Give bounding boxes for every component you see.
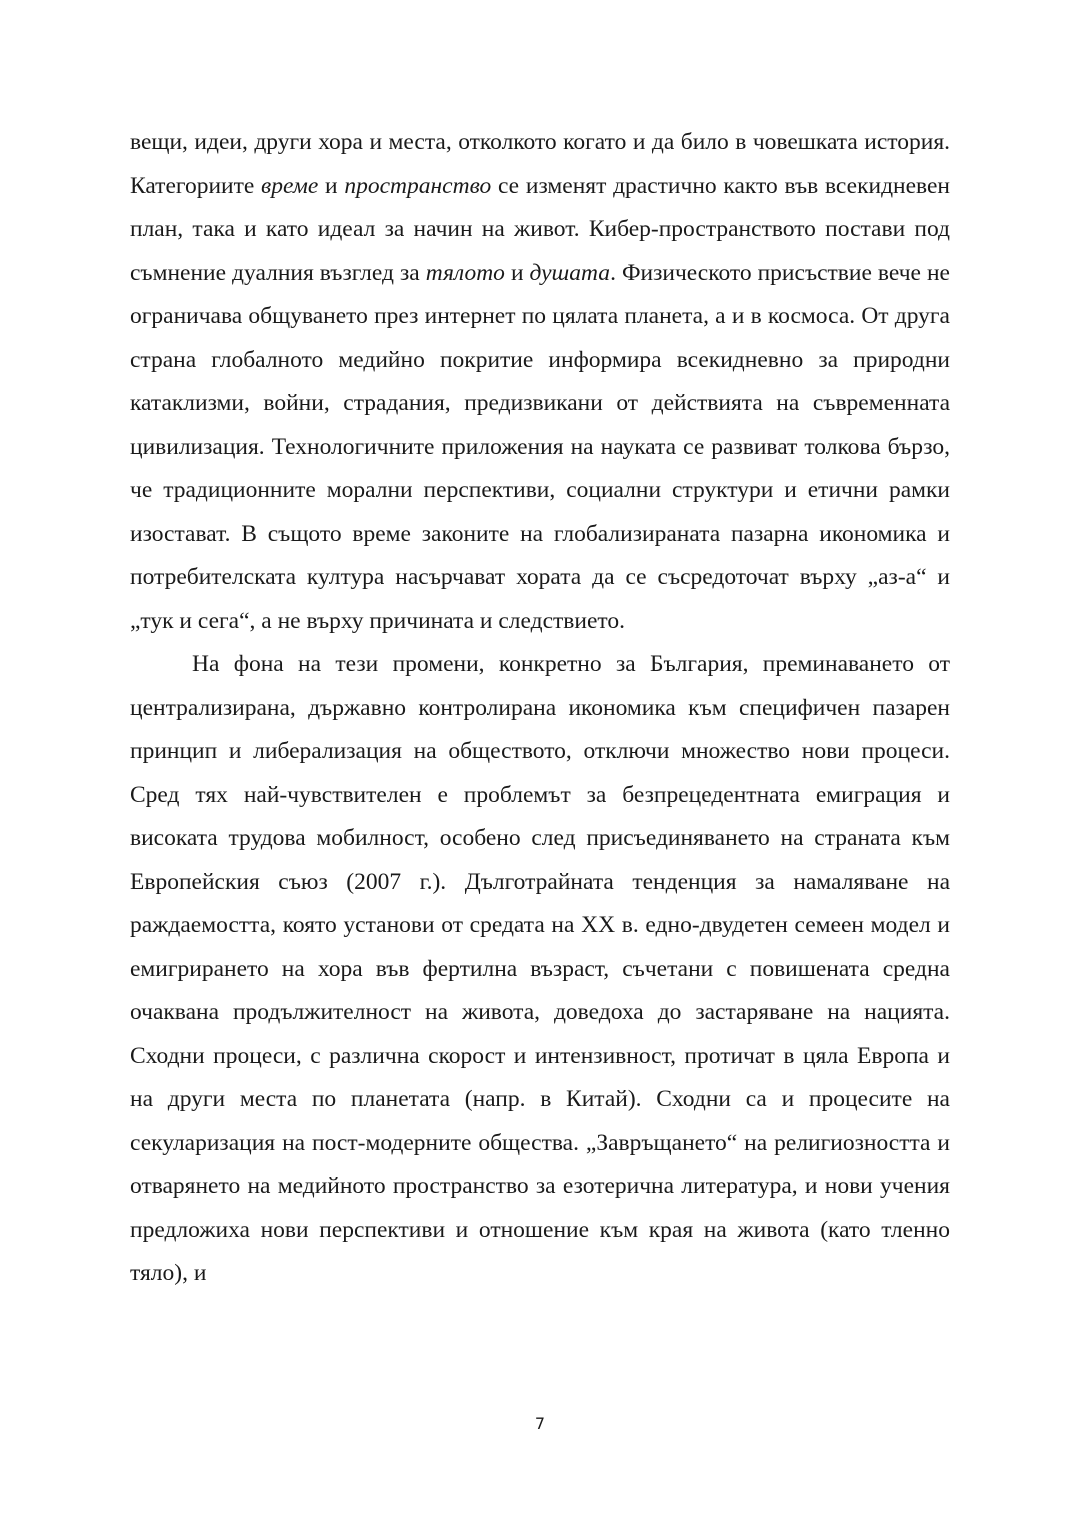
italic-term-body: тялото bbox=[425, 259, 505, 286]
text-run: вещи, идеи, други хора и места, отколкото когато и да било в човешката история. Категориите bbox=[130, 129, 950, 199]
text-run: . Физическото присъствие вече не ограничава общуването през интернет по цялата планета, а и в космоса. От друга страна глобалното медийно покритие информира всекидневно за природни катаклизми, войни, страдания, предизвикани от действията на съвременната цивилизация. Технологичните приложения на науката се развиват толкова бързо, че традиционните морални перспективи, социални структури и етични рамки изостават. В същото време законите на глобализираната пазарна икономика и потребителската култура насърчават хората да се съсредоточат върху „аз-а“ и „тук и сега“, а не върху причината и следствието. bbox=[130, 259, 950, 634]
italic-term-space: пространство bbox=[344, 172, 492, 199]
text-run: и bbox=[504, 259, 530, 286]
text-run: и bbox=[318, 172, 345, 199]
italic-term-time: време bbox=[261, 172, 319, 199]
paragraph-2: На фона на тези промени, конкретно за България, преминаването от централизирана, държавно контролирана икономика към специфичен пазарен принцип и либерализация на обществото, отключи множество нови процеси. Сред тях най-чувствителен е проблемът за безпрецедентната емиграция и високата трудова мобилност, особено след присъединяването на страната към Европейския съюз (2007 г.). Дълготрайната тенденция за намаляване на раждаемостта, която установи от средата на XX в. едно-двудетен семеен модел и емигрирането на хора във фертилна възраст, съчетани с повишената средна очаквана продължителност на живота, доведоха до застаряване на нацията. Сходни процеси, с различна скорост и интензивност, протичат в цяла Европа и на други места по планетата (напр. в Китай). Сходни са и процесите на секуларизация на пост-модерните общества. „Завръщането“ на религиозността и отварянето на медийното пространство за езотерична литература, и нови учения предложиха нови перспективи и отношение към края на живота (като тленно тяло), и bbox=[130, 651, 950, 1286]
paragraph-1 bbox=[130, 121, 950, 643]
text-run: се изменят драстично както във всекидневен план, така и като идеал за начин на живот. Кибер-пространството постави под съмнение дуалния възглед за bbox=[130, 172, 950, 286]
body-text bbox=[130, 121, 950, 1296]
italic-term-soul: душата bbox=[529, 259, 611, 286]
page-number: 7 bbox=[534, 1414, 546, 1433]
